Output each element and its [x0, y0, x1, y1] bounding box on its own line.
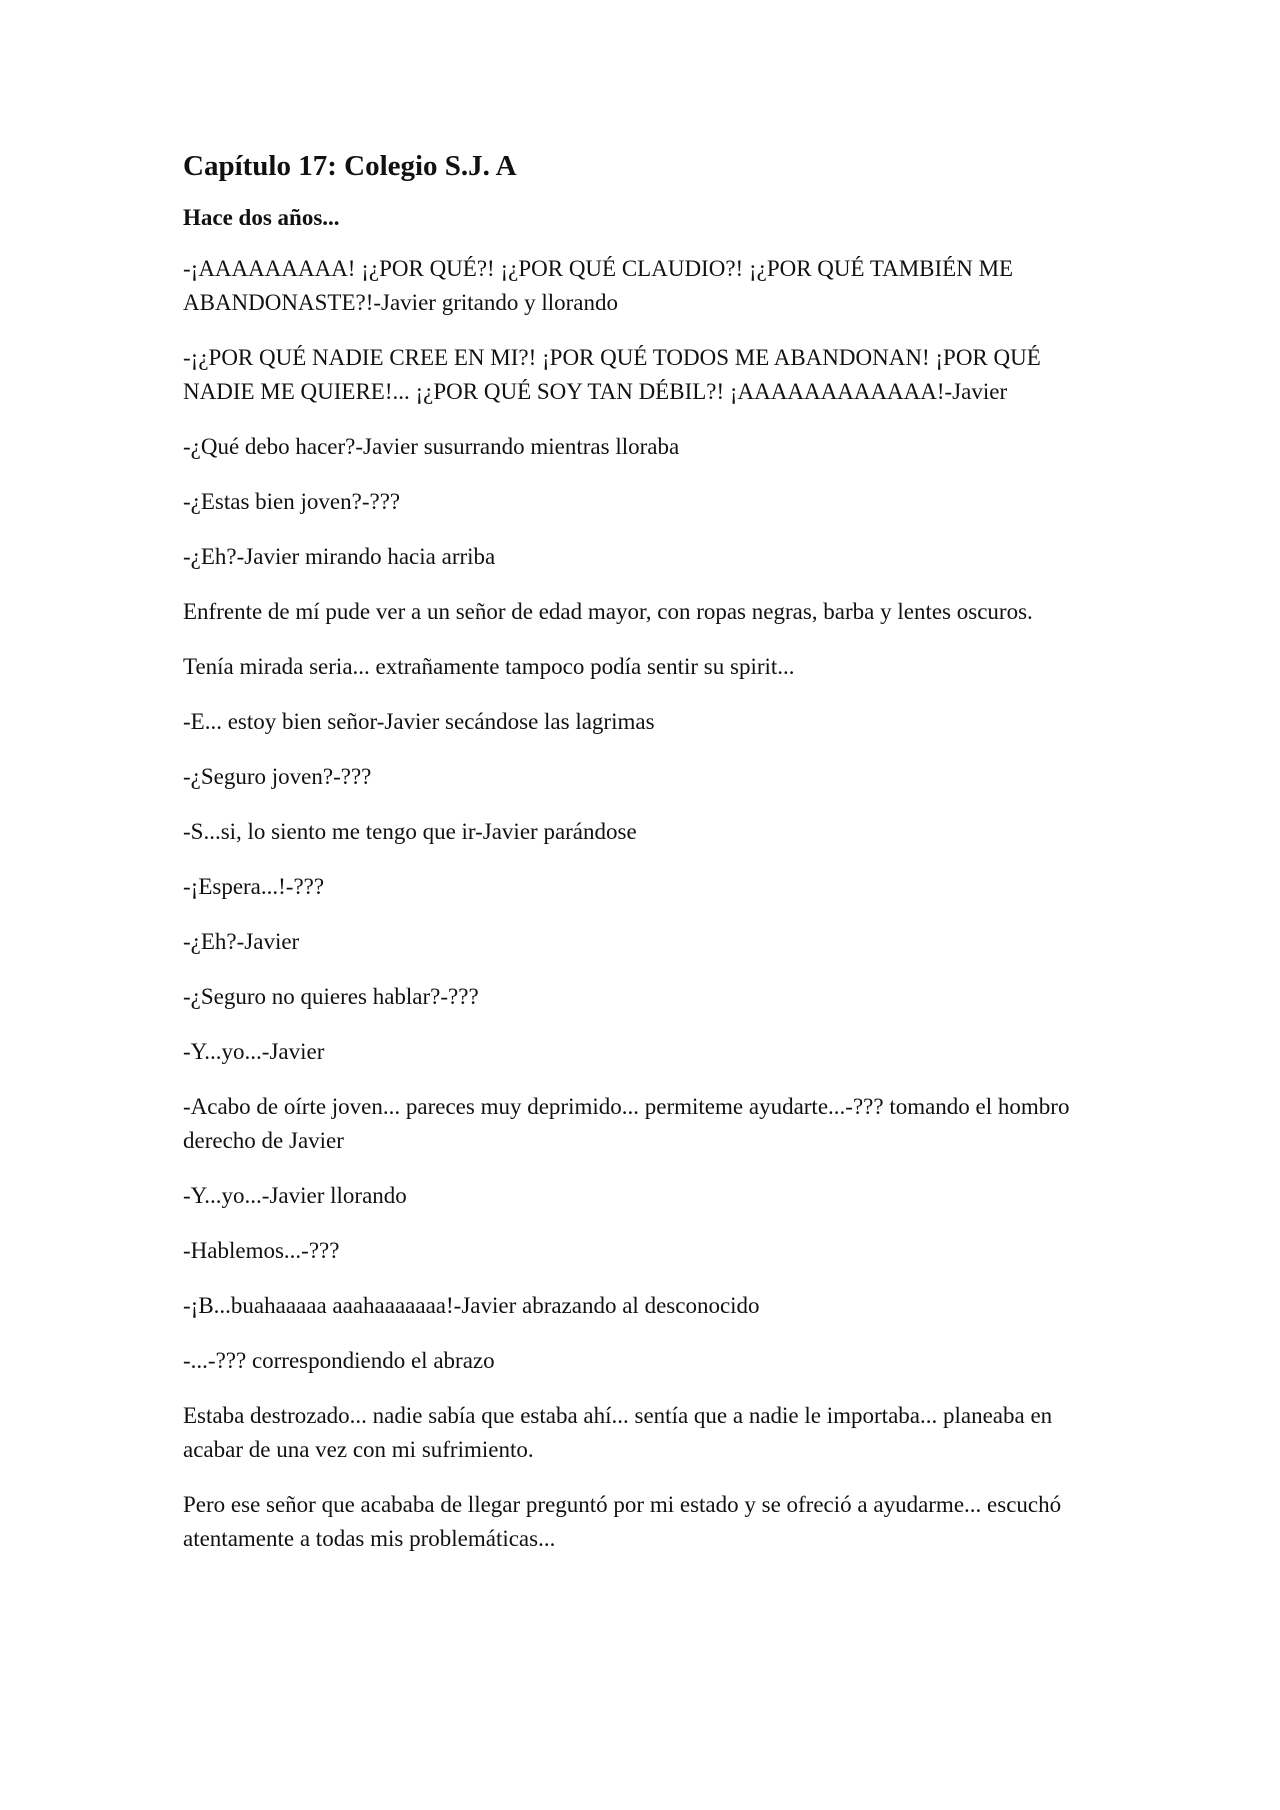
paragraph: -¿Eh?-Javier — [183, 929, 300, 954]
paragraph: Pero ese señor que acababa de llegar preguntó por mi estado y se ofreció a ayudarme... escuchó atentamente a todas mis problemáticas... — [183, 1492, 1062, 1551]
paragraph: -¿Seguro no quieres hablar?-??? — [183, 984, 479, 1009]
paragraph: -E... estoy bien señor-Javier secándose las lagrimas — [183, 709, 655, 734]
paragraph: -S...si, lo siento me tengo que ir-Javier parándose — [183, 819, 637, 844]
paragraph: Estaba destrozado... nadie sabía que estaba ahí... sentía que a nadie le importaba... planeaba en acabar de una vez con mi sufrimiento. — [183, 1403, 1053, 1462]
paragraph: -Hablemos...-??? — [183, 1238, 340, 1263]
document-body — [183, 148, 1095, 1577]
paragraph: -¡Espera...!-??? — [183, 874, 325, 899]
section-subtitle: Hace dos años... — [183, 205, 340, 230]
paragraph: -¿Seguro joven?-??? — [183, 764, 372, 789]
paragraph: -...-??? correspondiendo el abrazo — [183, 1348, 495, 1373]
paragraph: -¡¿POR QUÉ NADIE CREE EN MI?! ¡POR QUÉ TODOS ME ABANDONAN! ¡POR QUÉ NADIE ME QUIERE!... ¡¿POR QUÉ SOY TAN DÉBIL?! ¡AAAAAAAAAAAA!-Javier — [183, 345, 1041, 404]
paragraph: -¿Eh?-Javier mirando hacia arriba — [183, 544, 496, 569]
paragraph: -Y...yo...-Javier llorando — [183, 1183, 407, 1208]
paragraph: -Acabo de oírte joven... pareces muy deprimido... permiteme ayudarte...-??? tomando el hombro derecho de Javier — [183, 1094, 1070, 1153]
paragraph: -¡AAAAAAAAA! ¡¿POR QUÉ?! ¡¿POR QUÉ CLAUDIO?! ¡¿POR QUÉ TAMBIÉN ME ABANDONASTE?!-Javier gritando y llorando — [183, 256, 1014, 315]
paragraph: -¡B...buahaaaaa aaahaaaaaaa!-Javier abrazando al desconocido — [183, 1293, 760, 1318]
chapter-title: Capítulo 17: Colegio S.J. A — [183, 150, 517, 182]
paragraph: Tenía mirada seria... extrañamente tampoco podía sentir su spirit... — [183, 654, 795, 679]
paragraph: -¿Qué debo hacer?-Javier susurrando mientras lloraba — [183, 434, 680, 459]
paragraph: -¿Estas bien joven?-??? — [183, 489, 401, 514]
paragraph: -Y...yo...-Javier — [183, 1039, 325, 1064]
paragraph: Enfrente de mí pude ver a un señor de edad mayor, con ropas negras, barba y lentes oscuros. — [183, 599, 1033, 624]
